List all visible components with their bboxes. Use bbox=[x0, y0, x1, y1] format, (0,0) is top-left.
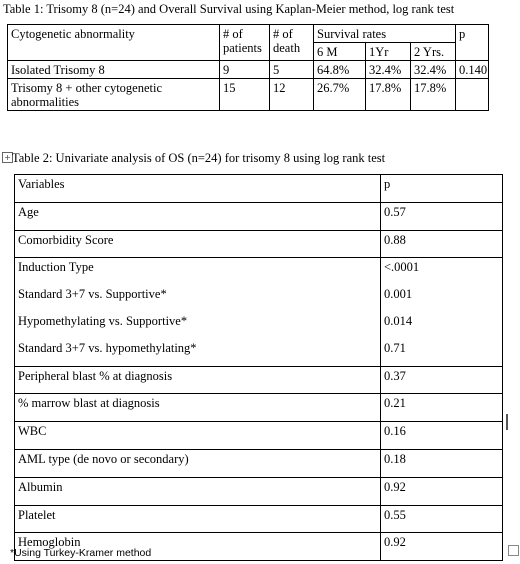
table-row bbox=[15, 285, 503, 312]
row-p: 0.92 bbox=[381, 533, 503, 561]
table2-caption: Table 2: Univariate analysis of OS (n=24) for trisomy 8 using log rank test bbox=[12, 151, 386, 165]
row-6m: 26.7% bbox=[314, 79, 366, 111]
row-p: 0.55 bbox=[381, 505, 503, 533]
row-p: 0.16 bbox=[381, 422, 503, 450]
row-label: Comorbidity Score bbox=[15, 230, 381, 258]
table-row bbox=[8, 79, 489, 111]
table-row bbox=[8, 61, 489, 79]
table1-caption: Table 1: Trisomy 8 (n=24) and Overall Survival using Kaplan-Meier method, log rank test bbox=[3, 2, 455, 16]
row-p: 0.92 bbox=[381, 477, 503, 505]
table-row bbox=[15, 312, 503, 339]
row-label: Hypomethylating vs. Supportive* bbox=[15, 312, 381, 339]
header-variables: Variables bbox=[15, 175, 381, 203]
row-label: Standard 3+7 vs. Supportive* bbox=[15, 285, 381, 312]
table-row bbox=[15, 449, 503, 477]
row-label: Hemoglobin bbox=[15, 533, 381, 561]
row-label: Albumin bbox=[15, 477, 381, 505]
row-label: Age bbox=[15, 202, 381, 230]
header-2yr: 2 Yrs. bbox=[411, 43, 456, 61]
header-survival: Survival rates bbox=[314, 25, 456, 43]
row-6m: 64.8% bbox=[314, 61, 366, 79]
header-6m: 6 M bbox=[314, 43, 366, 61]
resize-handle-icon[interactable] bbox=[508, 545, 519, 556]
header-p-blank bbox=[456, 43, 489, 61]
row-p: 0.001 bbox=[381, 285, 503, 312]
row-p: <.0001 bbox=[381, 258, 503, 285]
survival-table bbox=[7, 24, 489, 111]
row-patients: 9 bbox=[220, 61, 270, 79]
row-p: 0.014 bbox=[381, 312, 503, 339]
row-p: 0.21 bbox=[381, 394, 503, 422]
row-label: Trisomy 8 + other cytogenetic abnormalities bbox=[8, 79, 220, 111]
table-row bbox=[15, 477, 503, 505]
row-label: AML type (de novo or secondary) bbox=[15, 449, 381, 477]
header-abnormality: Cytogenetic abnormality bbox=[8, 25, 220, 43]
row-death: 12 bbox=[270, 79, 314, 111]
table-row bbox=[15, 230, 503, 258]
row-1yr: 17.8% bbox=[366, 79, 411, 111]
row-label: Platelet bbox=[15, 505, 381, 533]
header-patients: # of patients bbox=[220, 25, 270, 61]
table-row bbox=[15, 202, 503, 230]
table-row bbox=[15, 394, 503, 422]
row-p bbox=[456, 79, 489, 111]
row-p: 0.18 bbox=[381, 449, 503, 477]
row-p: 0.88 bbox=[381, 230, 503, 258]
row-label: Peripheral blast % at diagnosis bbox=[15, 366, 381, 394]
row-p: 0.71 bbox=[381, 339, 503, 366]
table-row bbox=[15, 339, 503, 366]
table-row bbox=[15, 422, 503, 450]
table-row bbox=[15, 258, 503, 285]
row-1yr: 32.4% bbox=[366, 61, 411, 79]
row-patients: 15 bbox=[220, 79, 270, 111]
row-label: % marrow blast at diagnosis bbox=[15, 394, 381, 422]
header-blank bbox=[8, 43, 220, 61]
header-1yr: 1Yr bbox=[366, 43, 411, 61]
footnote: *Using Turkey-Kramer method bbox=[10, 547, 152, 559]
row-2yr: 32.4% bbox=[411, 61, 456, 79]
table-row bbox=[15, 366, 503, 394]
header-p: p bbox=[456, 25, 489, 43]
row-p: 0.37 bbox=[381, 366, 503, 394]
row-p: 0.57 bbox=[381, 202, 503, 230]
row-2yr: 17.8% bbox=[411, 79, 456, 111]
row-label: Induction Type bbox=[15, 258, 381, 285]
row-label: Standard 3+7 vs. hypomethylating* bbox=[15, 339, 381, 366]
table-anchor-icon[interactable]: + bbox=[2, 152, 13, 163]
row-death: 5 bbox=[270, 61, 314, 79]
table-row bbox=[15, 505, 503, 533]
row-label: Isolated Trisomy 8 bbox=[8, 61, 220, 79]
row-p: 0.140 bbox=[456, 61, 489, 79]
row-label: WBC bbox=[15, 422, 381, 450]
header-death: # of death bbox=[270, 25, 314, 61]
header-p: p bbox=[381, 175, 503, 203]
univariate-table bbox=[14, 174, 503, 561]
text-cursor bbox=[506, 414, 508, 430]
